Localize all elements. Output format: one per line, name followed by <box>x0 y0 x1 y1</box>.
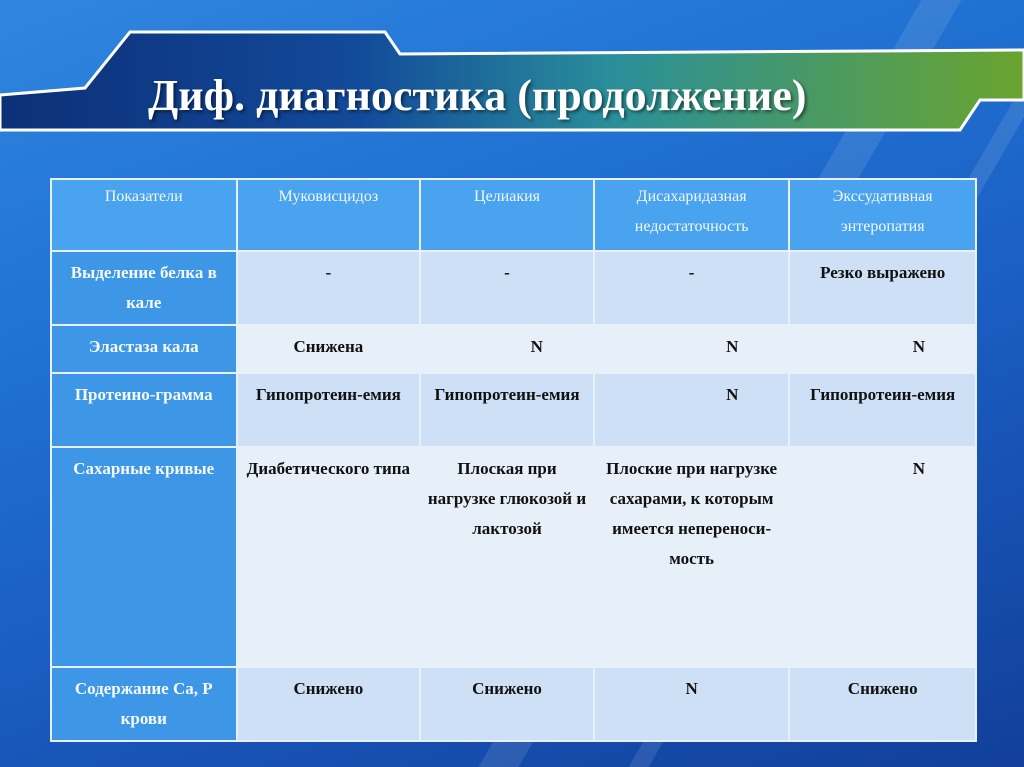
row-label: Протеино-грамма <box>51 373 237 447</box>
header-cell: Дисахаридазная недостаточность <box>594 179 790 251</box>
table-cell: Снижено <box>237 667 421 741</box>
table-cell: N <box>594 325 790 373</box>
diff-diagnosis-table <box>50 178 977 742</box>
table-cell: N <box>594 373 790 447</box>
header-cell: Целиакия <box>420 179 594 251</box>
table-cell: Снижена <box>237 325 421 373</box>
table-cell: Плоская при нагрузке глюкозой и лактозой <box>420 447 594 667</box>
table-row <box>51 373 976 447</box>
row-label: Выделение белка в кале <box>51 251 237 325</box>
table-cell: - <box>420 251 594 325</box>
table-row <box>51 447 976 667</box>
table-row <box>51 667 976 741</box>
table-cell: N <box>789 447 976 667</box>
header-cell: Муковисцидоз <box>237 179 421 251</box>
table-cell: Плоские при нагрузке сахарами, к которым имеется непереноси-мость <box>594 447 790 667</box>
header-cell: Показатели <box>51 179 237 251</box>
table-cell: Гипопротеин-емия <box>420 373 594 447</box>
table-cell: N <box>420 325 594 373</box>
table-cell: Резко выражено <box>789 251 976 325</box>
table-cell: - <box>594 251 790 325</box>
header-cell: Экссудативная энтеропатия <box>789 179 976 251</box>
row-label: Сахарные кривые <box>51 447 237 667</box>
table-cell: - <box>237 251 421 325</box>
row-label: Эластаза кала <box>51 325 237 373</box>
table-cell: N <box>594 667 790 741</box>
slide-title: Диф. диагностика (продолжение) <box>148 71 807 120</box>
table-row <box>51 325 976 373</box>
table-cell: Снижено <box>420 667 594 741</box>
table-row <box>51 251 976 325</box>
table-cell: Гипопротеин-емия <box>789 373 976 447</box>
table-cell: Снижено <box>789 667 976 741</box>
row-label: Содержание Са, Р крови <box>51 667 237 741</box>
table-cell: N <box>789 325 976 373</box>
table-cell: Гипопротеин-емия <box>237 373 421 447</box>
table-header-row <box>51 179 976 251</box>
table-cell: Диабетического типа <box>237 447 421 667</box>
